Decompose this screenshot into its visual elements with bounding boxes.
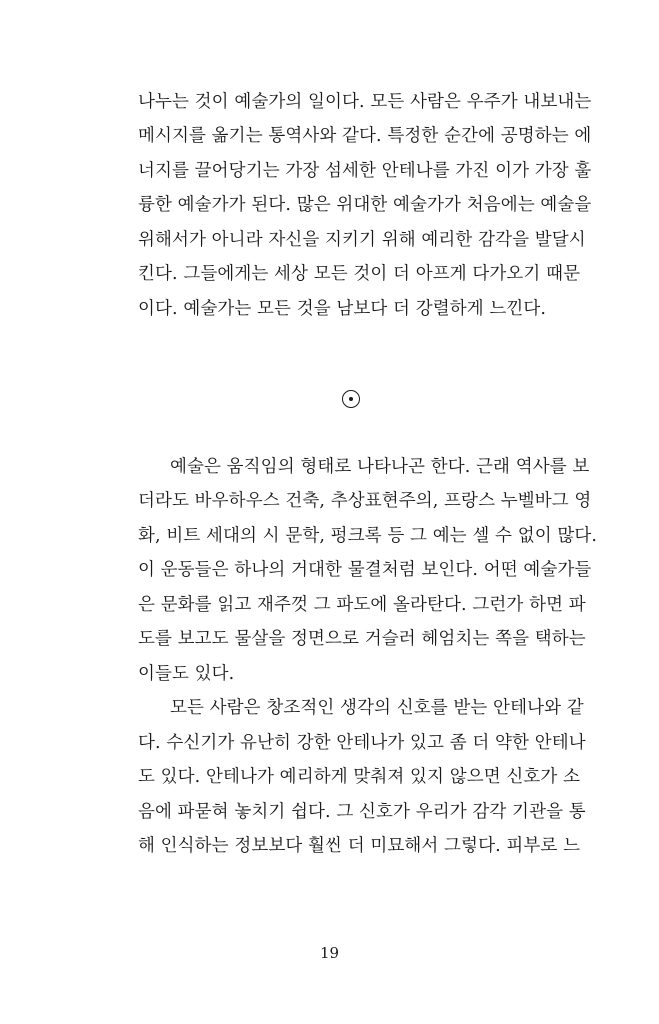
text-line: 도를 보고도 물살을 정면으로 거슬러 헤엄치는 쪽을 택하는 — [138, 629, 586, 649]
text-line: 다. 수신기가 유난히 강한 안테나가 있고 좀 더 약한 안테나 — [138, 733, 586, 753]
circled-dot-icon — [342, 390, 360, 408]
text-line: 도 있다. 안테나가 예리하게 맞춰져 있지 않으면 신호가 소 — [138, 767, 581, 787]
text-line: 모든 사람은 창조적인 생각의 신호를 받는 안테나와 같 — [170, 698, 584, 718]
text-line: 더라도 바우하우스 건축, 추상표현주의, 프랑스 누벨바그 영 — [138, 491, 592, 511]
text-line: 이들도 있다. — [138, 664, 235, 684]
text-line: 해 인식하는 정보보다 훨씬 더 미묘해서 그렇다. 피부로 느 — [138, 836, 581, 856]
text-line: 위해서가 아니라 자신을 지키기 위해 예리한 감각을 발달시 — [138, 230, 586, 250]
text-line: 메시지를 옮기는 통역사와 같다. 특정한 순간에 공명하는 에 — [138, 126, 592, 146]
text-line: 킨다. 그들에게는 세상 모든 것이 더 아프게 다가오기 때문 — [138, 264, 581, 284]
text-line: 예술은 움직임의 형태로 나타나곤 한다. 근래 역사를 보 — [170, 457, 590, 477]
text-line: 은 문화를 읽고 재주껏 그 파도에 올라탄다. 그런가 하면 파 — [138, 595, 586, 615]
text-line: 나누는 것이 예술가의 일이다. 모든 사람은 우주가 내보내는 — [138, 92, 592, 112]
text-line: 음에 파묻혀 놓치기 쉽다. 그 신호가 우리가 감각 기관을 통 — [138, 802, 586, 822]
text-line: 화, 비트 세대의 시 문학, 펑크록 등 그 예는 셀 수 없이 많다. — [138, 526, 598, 546]
text-line: 너지를 끌어당기는 가장 섬세한 안테나를 가진 이가 가장 훌 — [138, 161, 592, 181]
page-number: 19 — [319, 944, 340, 962]
text-line: 이 운동들은 하나의 거대한 물결처럼 보인다. 어떤 예술가들 — [138, 560, 592, 580]
text-line: 륭한 예술가가 된다. 많은 위대한 예술가가 처음에는 예술을 — [138, 195, 592, 215]
text-line: 이다. 예술가는 모든 것을 남보다 더 강렬하게 느낀다. — [138, 299, 547, 319]
